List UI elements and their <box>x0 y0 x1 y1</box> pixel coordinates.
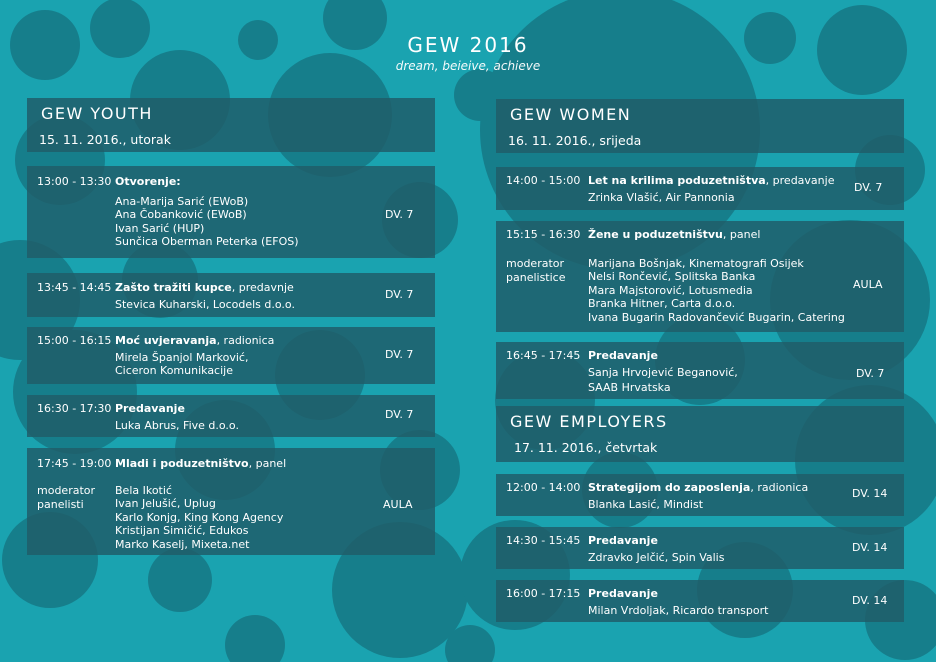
session-block <box>27 395 435 437</box>
session-time: 14:00 - 15:00 <box>506 174 581 187</box>
session-speaker: Marijana Bošnjak, Kinematografi Osijek <box>588 256 804 270</box>
session-room: DV. 7 <box>854 181 883 194</box>
session-content <box>115 175 299 249</box>
session-room: DV. 7 <box>385 348 414 361</box>
session-block <box>496 342 904 399</box>
session-speaker: Stevica Kuharski, Locodels d.o.o. <box>115 297 295 311</box>
session-room: AULA <box>383 498 413 511</box>
session-speaker: Luka Abrus, Five d.o.o. <box>115 418 239 432</box>
women-section-title: GEW WOMEN <box>510 105 632 124</box>
youth-section-header <box>27 98 435 152</box>
session-roles <box>37 484 95 511</box>
session-role: panelistice <box>506 270 566 284</box>
session-type: , predavanje <box>765 174 835 187</box>
page-header <box>0 32 936 74</box>
session-speaker: Karlo Konjg, King Kong Agency <box>115 510 284 524</box>
session-block <box>496 221 904 332</box>
session-speaker: Zrinka Vlašić, Air Pannonia <box>588 190 735 204</box>
session-speaker: Ivana Bugarin Radovančević Bugarin, Catering <box>588 310 845 324</box>
session-time: 16:00 - 17:15 <box>506 587 581 600</box>
women-section-date: 16. 11. 2016., srijeda <box>508 133 642 148</box>
session-title: Predavanje <box>588 349 658 362</box>
youth-section-date: 15. 11. 2016., utorak <box>39 132 171 147</box>
session-block <box>496 167 904 210</box>
session-title: Predavanje <box>588 587 658 600</box>
session-role: panelisti <box>37 497 84 511</box>
session-time: 15:00 - 16:15 <box>37 334 112 347</box>
employers-section-date: 17. 11. 2016., četvrtak <box>514 440 658 455</box>
session-speaker: Zdravko Jelčić, Spin Valis <box>588 550 725 564</box>
session-room: DV. 7 <box>385 408 414 421</box>
session-speaker: Ivan Sarić (HUP) <box>115 221 205 235</box>
session-block <box>496 474 904 516</box>
session-content <box>115 457 286 552</box>
session-speaker: Mirela Španjol Marković, <box>115 350 249 364</box>
session-block <box>27 273 435 317</box>
session-content <box>588 349 738 395</box>
session-time: 16:45 - 17:45 <box>506 349 581 362</box>
session-title: Zašto tražiti kupce <box>115 281 232 294</box>
session-time: 17:45 - 19:00 <box>37 457 112 470</box>
session-speaker: Branka Hitner, Carta d.o.o. <box>588 297 736 311</box>
session-content <box>115 402 239 432</box>
session-speaker: Blanka Lasić, Mindist <box>588 497 704 511</box>
session-time: 16:30 - 17:30 <box>37 402 112 415</box>
session-type: , panel <box>722 228 761 241</box>
session-type: , predavnje <box>231 281 294 294</box>
session-room: DV. 14 <box>852 487 888 500</box>
session-block <box>496 527 904 569</box>
session-time: 13:00 - 13:30 <box>37 175 112 188</box>
session-block <box>27 448 435 555</box>
session-type: , panel <box>248 457 287 470</box>
session-speaker: Mara Majstorović, Lotusmedia <box>588 283 753 297</box>
session-title: Predavanje <box>115 402 185 415</box>
session-speaker: Ivan Jelušić, Uplug <box>115 497 216 511</box>
session-room: DV. 7 <box>385 208 414 221</box>
session-type: , radionica <box>750 481 809 494</box>
session-content <box>588 534 724 564</box>
session-block <box>27 166 435 258</box>
session-time: 14:30 - 15:45 <box>506 534 581 547</box>
session-speaker: Marko Kaselj, Mixeta.net <box>115 537 250 551</box>
session-title: Žene u poduzetništvu <box>588 228 723 241</box>
session-title: Moć uvjeravanja <box>115 334 217 347</box>
session-speaker: Kristijan Simičić, Edukos <box>115 524 249 538</box>
employers-section-title: GEW EMPLOYERS <box>510 412 668 431</box>
session-role: moderator <box>37 484 96 497</box>
women-section-header <box>496 99 904 153</box>
session-title: Otvorenje: <box>115 175 181 188</box>
session-time: 13:45 - 14:45 <box>37 281 112 294</box>
session-content <box>588 481 808 511</box>
session-speaker: SAAB Hrvatska <box>588 381 671 395</box>
session-content <box>115 281 295 311</box>
session-title: Mladi i poduzetništvo <box>115 457 249 470</box>
session-role: moderator <box>506 257 565 270</box>
session-speaker: Nelsi Rončević, Splitska Banka <box>588 270 756 284</box>
session-title: Strategijom do zaposlenja <box>588 481 751 494</box>
page-tagline: dream, beieive, achieve <box>395 59 541 73</box>
session-speaker: Ana-Marija Sarić (EWoB) <box>115 194 249 208</box>
session-time: 15:15 - 16:30 <box>506 228 581 241</box>
session-block <box>27 327 435 384</box>
session-room: DV. 7 <box>856 367 885 380</box>
session-speaker: Ciceron Komunikacije <box>115 364 233 378</box>
session-speaker: Ana Čobanković (EWoB) <box>115 208 247 222</box>
session-content <box>588 174 834 204</box>
session-type: , radionica <box>216 334 275 347</box>
session-title: Predavanje <box>588 534 658 547</box>
session-speaker: Bela Ikotić <box>115 483 172 497</box>
session-room: DV. 7 <box>385 288 414 301</box>
page-title: GEW 2016 <box>407 33 529 57</box>
session-title: Let na krilima poduzetništva <box>588 174 766 187</box>
session-content <box>588 587 768 617</box>
session-room: DV. 14 <box>852 594 888 607</box>
session-room: AULA <box>853 278 883 291</box>
session-speaker: Milan Vrdoljak, Ricardo transport <box>588 603 769 617</box>
session-room: DV. 14 <box>852 541 888 554</box>
session-speaker: Sunčica Oberman Peterka (EFOS) <box>115 235 299 249</box>
session-speaker: Sanja Hrvojević Beganović, <box>588 365 738 379</box>
session-content <box>588 228 845 325</box>
session-roles <box>506 257 566 284</box>
youth-section-title: GEW YOUTH <box>41 104 153 123</box>
employers-section-header <box>496 406 904 462</box>
session-time: 12:00 - 14:00 <box>506 481 581 494</box>
session-block <box>496 580 904 622</box>
session-content <box>115 334 274 378</box>
